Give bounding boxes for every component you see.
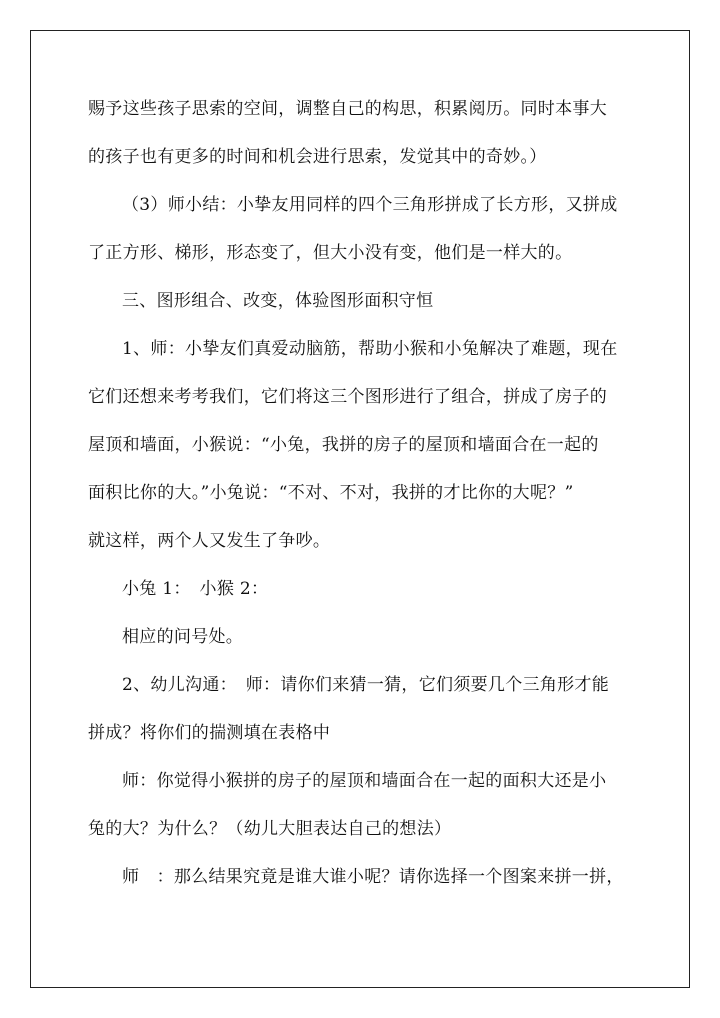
text-line-10: 就这样，两个人又发生了争吵。 (88, 531, 331, 551)
text-line-13: 2、幼儿沟通： 师：请你们来猜一猜，它们须要几个三角形才能 (122, 675, 610, 695)
text-line-15: 师：你觉得小猴拼的房子的屋顶和墙面合在一起的面积大还是小 (122, 771, 607, 791)
text-line-7: 它们还想来考考我们，它们将这三个图形进行了组合，拼成了房子的 (88, 387, 607, 407)
text-line-8: 屋顶和墙面，小猴说：“小兔，我拼的房子的屋顶和墙面合在一起的 (88, 435, 599, 455)
text-line-14: 拼成？将你们的揣测填在表格中 (88, 723, 331, 743)
text-line-4: 了正方形、梯形，形态变了，但大小没有变，他们是一样大的。 (88, 243, 573, 263)
text-line-6: 1、师：小挚友们真爱动脑筋，帮助小猴和小兔解决了难题，现在 (122, 339, 618, 359)
page-frame (30, 30, 690, 988)
text-line-2: 的孩子也有更多的时间和机会进行思索，发觉其中的奇妙。） (88, 147, 547, 167)
text-line-16: 兔的大？为什么？（幼儿大胆表达自己的想法） (88, 819, 452, 839)
text-line-12: 相应的问号处。 (122, 627, 244, 647)
text-line-11: 小兔 1： 小猴 2： (122, 579, 269, 599)
text-line-1: 赐予这些孩子思索的空间，调整自己的构思，积累阅历。同时本事大 (88, 99, 607, 119)
section-heading: 三、图形组合、改变，体验图形面积守恒 (122, 291, 434, 311)
text-line-9: 面积比你的大。”小兔说：“不对、不对，我拼的才比你的大呢？” (88, 483, 574, 503)
text-line-3: （3）师小结：小挚友用同样的四个三角形拼成了长方形，又拼成 (122, 195, 618, 215)
text-line-17: 师 ：那么结果究竟是谁大谁小呢？请你选择一个图案来拼一拼， (122, 867, 624, 887)
